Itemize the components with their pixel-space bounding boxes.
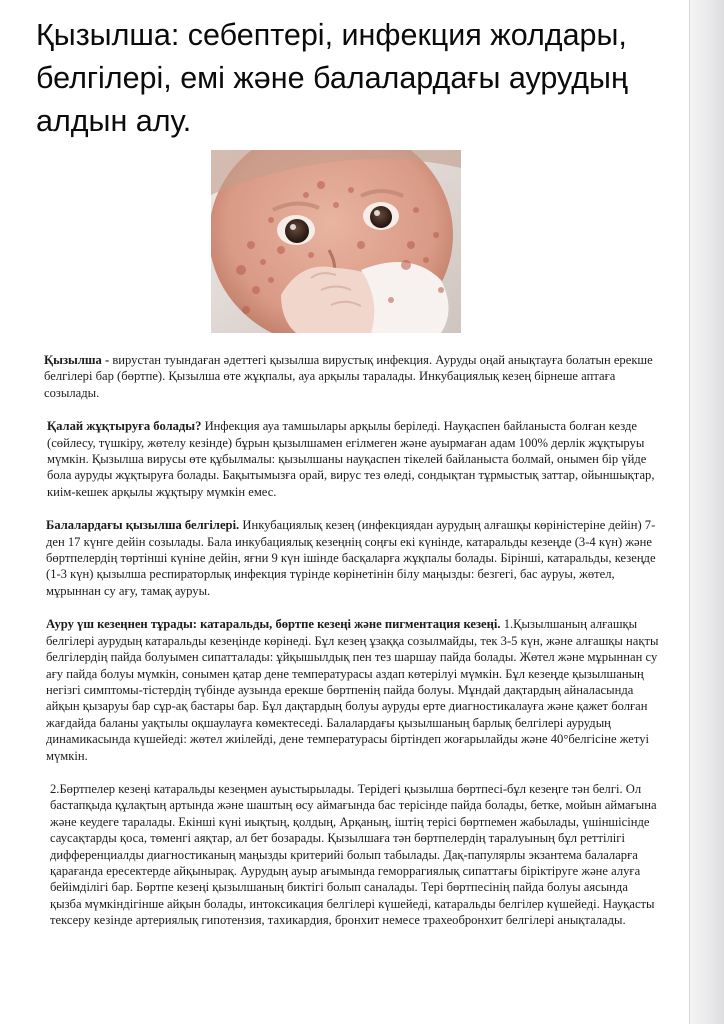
paragraph-stages [46,616,662,764]
article-body [44,352,662,946]
page-edge [689,0,724,1024]
child-illustration [211,150,461,333]
paragraph-lead: Қалай жұқтыруға болады? [47,419,202,434]
paragraph-lead: Ауру үш кезеңнен тұрады: катаральды, бөртпе кезеңі және пигментация кезеңі. [46,617,501,632]
paragraph-text: 2.Бөртпелер кезеңі катаральды кезеңмен ауыстырылады. Терідегі қызылша бөртпесі-бұл кезеңге тән белгі. Ол бастапқыда құлақтың артында және шаштың өсу аймағында бас терісінде пайда болады, бетке, мойын аймағына және кеудеге таралады. Екінші күні иықтың, қолдың, Арқаның, іштің терісі бөртпемен жабылады, үшіншісінде саусақтарды қоса, төменгі аяқтар, ал бет бозарады. Қызылшаға тән бөртпелердің таралуының бұл реттілігі дифференциалды диагностиканың маңызды критерийі болып табылады. Дақ-папулярлы экзантема балаларға қарағанда ересектерде айқынырақ. Аурудың ауыр ағымында геморрагиялық сипаттағы біріктіруге және алуға бейімділігі бар. Бөртпе кезеңі қызылшаның биктігі болып саналады. Тері бөртпесінің пайда болуы аясында қызба мүмкіндігінше айқын болады, интоксикация белгілері күшейеді, катаральды белгілер күшейеді. Науқасты тексеру кезінде артериялық гипотензия, тахикардия, бронхит немесе трахеобронхит белгілері анықталады. [50,781,657,928]
paragraph-symptoms [46,517,662,599]
paragraph-text: Инкубациялық кезең (инфекциядан аурудың алғашқы көріністеріне дейін) 7-ден 17 күнге дейін созылады. Бала инкубациялық кезеңнің соңғы екі күнінде, катаральды кезеңде (3-4 күн) және бөртпелердің төртінші күніне дейін, яғни 9 күн ішінде басқаларға жұқпалы болады. Бірінші, катаральды, кезеңде (1-3 күн) қызылша респираторлық инфекция түрінде көрінетінін білу маңызды: безгегі, бас ауруы, жөтел, мұрыннан су ағу, тамақ ауруы. [46,518,656,598]
page-title: Қызылша: себептері, инфекция жолдары, белгілері, емі және балалардағы аурудың алдын алу. [36,18,628,138]
paragraph-rash-stage [50,781,662,929]
paragraph-text: 1.Қызылшаның алғашқы белгілері аурудың катаральды кезеңінде көрінеді. Бұл кезең ұзаққа созылмайды, тек 3-5 күн, және алғашқы нақты белгілердің пайда болуымен сипатталады: ұйқышылдық пен тез шаршау пайда болады. Жөтел және мұрыннан су ағу пайда болуы мүмкін, сонымен қатар дене температурасы аздап көтерілуі мүмкін. Бұл кезеңде қызылшаның негізгі симптомы-тістердің түбінде аузында ерекше бөртпенің пайда болуы. Мұндай дақтардың айналасында айқын қызаруы бар сұр-ақ бастары бар. Бұл дақтардың болуы ауруды ерте диагностикалауға және қажет болған жағдайда баланы уақтылы оқшаулауға көмектеседі. Балалардағы қызылшаның барлық белгілері аурудың динамикасында күшейеді: жөтел жиілейді, дене температурасы біртіндеп жоғарылайды және 40°белгісіне жетуі мүмкін. [46,617,659,763]
child-photo [211,150,461,333]
paragraph-definition [44,352,662,401]
paragraph-text: вирустан туындаған әдеттегі қызылша вирустық инфекция. Ауруды оңай анықтауға болатын ерекше белгілері бар (бөртпе). Қызылша өте жұқпалы, ауа арқылы таралады. Инкубациялық кезең бірнеше аптаға созылады. [44,353,653,400]
paragraph-lead: Балалардағы қызылша белгілері. [46,518,240,533]
paragraph-transmission [47,418,662,500]
paragraph-lead: Қызылша - [44,353,110,367]
paragraph-text: Инфекция ауа тамшылары арқылы беріледі. Науқаспен байланыста болған кезде (сөйлесу, түшкіру, жөтелу кезінде) бұрын қызылшамен егілмеген және ауырмаған адам 100% дерлік жұқтыруы мүмкін. Қызылша вирусы өте құбылмалы: қызылшаны науқаспен тікелей байланыста болмай, онымен бір үйде бола ауруды жұқтыруға болады. Бақытымызға орай, вирус тез өледі, сондықтан тұрмыстық заттар, ойыншықтар, киім-кешек арқылы жұқтыру мүмкін емес. [47,419,655,499]
